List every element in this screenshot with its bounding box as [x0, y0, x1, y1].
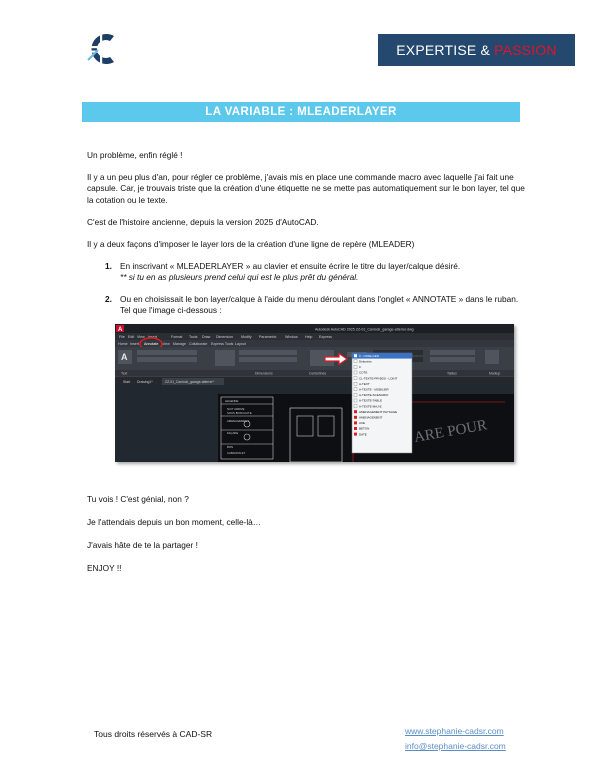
doc-tab[interactable]: Drawing1* — [137, 380, 153, 384]
drawing-label: SOUS BON FAUTE — [227, 411, 252, 415]
company-logo-icon — [84, 30, 122, 68]
ribbon-tab[interactable]: Express Tools — [211, 342, 234, 346]
numbered-list — [87, 261, 527, 316]
banner-text: EXPERTISE & — [396, 42, 495, 58]
list-item-text: Ou en choisissait le bon layer/calque à l'aide du menu déroulant dans l'onglet « ANNOTATE » dans le ruban. Tel que l'image ci-dessous : — [120, 293, 519, 315]
drawing-label: AMENAGEMENT — [227, 419, 249, 423]
layer-option[interactable]: AMENAGEMENT PAYSAGE — [359, 409, 398, 414]
layer-option[interactable]: A-TEXTE - MOBILIER — [359, 387, 389, 392]
menu-item[interactable]: Insert — [148, 335, 157, 339]
ribbon-tab[interactable]: View — [162, 342, 170, 346]
drawing-label: NUIT ARRIVE — [227, 407, 245, 411]
page-title: LA VARIABLE : MLEADERLAYER — [82, 102, 520, 122]
svg-text:A: A — [118, 327, 123, 333]
closing-line: Tu vois ! C'est génial, non ? — [87, 494, 189, 504]
layer-option[interactable]: A-TEXTE-MAJ-E — [359, 404, 382, 409]
paragraph: C'est de l'histoire ancienne, depuis la version 2025 d'AutoCAD. — [87, 216, 319, 227]
paragraph: Un problème, enfin réglé ! — [87, 150, 183, 160]
panel-label: Markup — [489, 371, 501, 376]
drawing-watermark: ARE POUR — [412, 417, 489, 446]
autocad-screenshot-svg — [115, 324, 514, 462]
closing-text — [87, 494, 487, 586]
ribbon-tab[interactable]: Home — [118, 342, 128, 346]
panel-label: Centerlines — [309, 371, 327, 376]
drawing-label: BON — [227, 445, 234, 449]
autocad-screenshot — [115, 324, 514, 462]
menu-item[interactable]: Edit — [128, 335, 135, 339]
closing-line: ENJOY !! — [87, 563, 122, 573]
footer-rights: Tous droits réservés à CAD-SR — [94, 729, 213, 739]
closing-line: Je l'attendais depuis un bon moment, celle-là… — [87, 517, 262, 527]
footer-contact — [405, 724, 506, 754]
menu-item[interactable]: Draw — [202, 335, 211, 339]
list-number: 1. — [105, 261, 112, 272]
email-link[interactable]: info@stephanie-cadsr.com — [405, 741, 506, 751]
ribbon-tab[interactable]: Manage — [173, 342, 186, 346]
menu-item[interactable]: Help — [305, 335, 313, 339]
list-number: 2. — [105, 293, 112, 304]
panel-label: Dimensions — [255, 371, 273, 376]
closing-line: J'avais hâte de te la partager ! — [87, 540, 198, 550]
menu-item[interactable]: Format — [171, 335, 183, 339]
drawing-label: FAÇADE — [227, 431, 239, 435]
header-banner — [378, 34, 575, 66]
layer-option[interactable]: A-TEXTE-SCENARIO — [359, 393, 389, 398]
menu-item[interactable]: Parametric — [259, 335, 277, 339]
paragraph: Il y a deux façons d'imposer le layer lors de la création d'une ligne de repère (MLEADER) — [87, 239, 415, 250]
layer-dropdown[interactable] — [352, 353, 412, 453]
paragraph: Il y a un peu plus d'an, pour régler ce problème, j'avais mis en place une commande macro avec laquelle j'ai fait une capsule. Car, je trouvais triste que la création d'une étiquette ne se mette pas automatiquement sur le bon layer, tel que la cotation ou le texte. — [87, 172, 525, 205]
doc-tab-active[interactable]: ZZ-01_Canlock_garage-atterrer* — [165, 380, 214, 384]
ribbon-tab[interactable]: Insert — [130, 342, 139, 346]
body-text — [87, 150, 527, 326]
website-link[interactable]: www.stephanie-cadsr.com — [405, 726, 504, 736]
menu-item[interactable]: Window — [285, 335, 298, 339]
panel-label: Text — [121, 371, 128, 376]
menu-item[interactable]: Dimension — [216, 335, 233, 339]
layer-option[interactable]: Defpoints — [359, 359, 372, 364]
layer-option[interactable]: A-TEXT — [359, 381, 370, 386]
ribbon-tab[interactable]: Layout — [235, 342, 246, 346]
doc-tab[interactable]: Start — [123, 380, 131, 384]
layer-option[interactable]: BETON — [359, 426, 370, 431]
drawing-label: LEGENDE — [225, 399, 239, 403]
text-icon: A — [121, 352, 128, 362]
menu-item[interactable]: Modify — [241, 335, 252, 339]
layer-option[interactable]: 0 — [359, 365, 361, 370]
layer-option[interactable]: A-TEXTE-TABLE — [359, 398, 382, 403]
panel-label: Tables — [447, 371, 457, 376]
list-item-note: ** si tu en as plusieurs prend celui qui est le plus prêt du général. — [120, 272, 359, 283]
menu-item[interactable]: View — [137, 335, 145, 339]
layer-option[interactable]: AXE — [359, 421, 366, 426]
list-item — [87, 294, 527, 316]
app-title: Autodesk AutoCAD 2025 ZZ-01_Canlock_garage-atterrer.dwg — [315, 327, 414, 332]
drawing-label: CABANON ET — [227, 451, 246, 455]
menu-item[interactable]: Express — [319, 335, 332, 339]
ribbon-tab[interactable]: Collaborate — [189, 342, 208, 346]
menu-item[interactable]: Tools — [189, 335, 198, 339]
ribbon-tab-annotate[interactable]: Annotate — [144, 342, 159, 346]
layer-option[interactable]: 0 - CSSE-GEN — [359, 353, 380, 358]
layer-option[interactable]: DATE — [359, 432, 367, 437]
list-item — [87, 261, 527, 283]
banner-accent-text: PASSION — [494, 42, 557, 58]
layer-option[interactable]: COTE — [359, 370, 368, 375]
list-item-text: En inscrivant « MLEADERLAYER » au clavier et ensuite écrire le titre du layer/calque désiré. — [120, 261, 461, 272]
menu-item[interactable]: File — [119, 335, 125, 339]
layer-option[interactable]: AMENAGEMENT — [359, 415, 383, 420]
layer-option[interactable]: CL-TEXTE-PR-BDS - LOINT — [359, 376, 398, 381]
